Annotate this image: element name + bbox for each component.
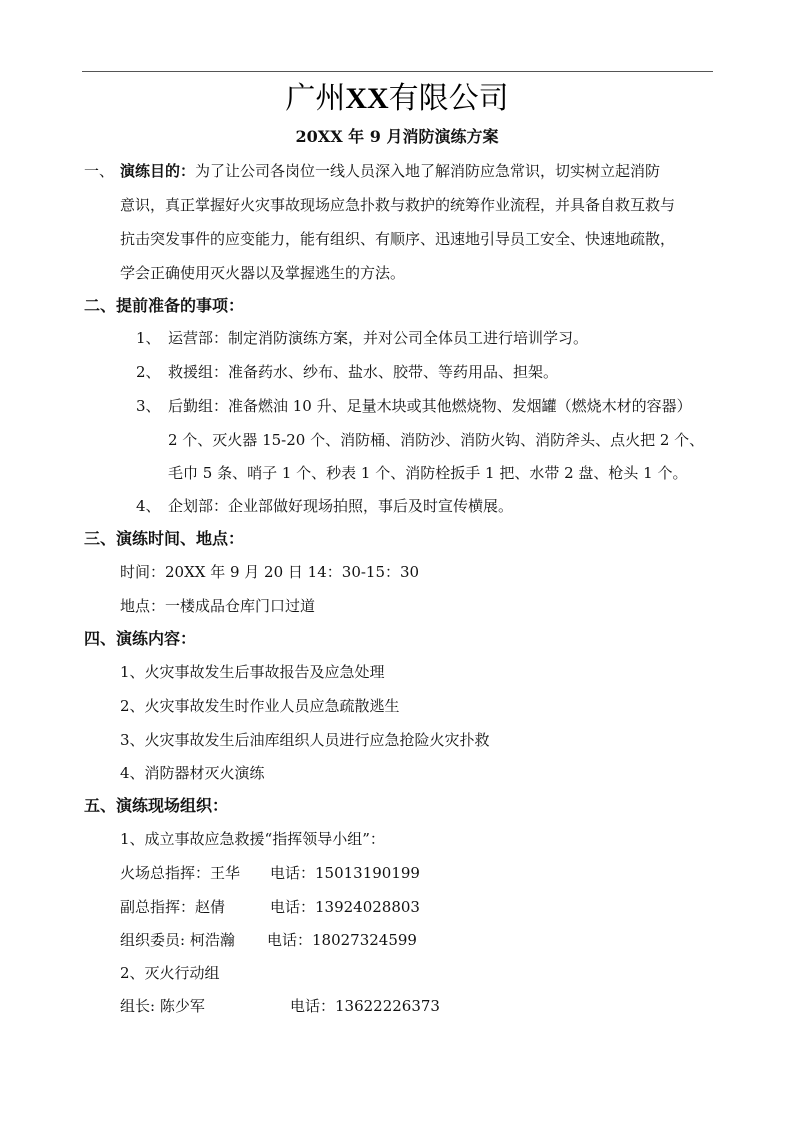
firefighting-group-title: 2、灭火行动组 xyxy=(120,964,220,982)
leader-role: 组长: 陈少军 xyxy=(120,997,205,1015)
prep-item-3-continued-1: 2 个、灭火器 15-20 个、消防桶、消防沙、消防火钩、消防斧头、点火把 2 个、 xyxy=(168,431,705,449)
deputy-role: 副总指挥：赵倩 xyxy=(120,898,226,916)
content-item-3: 3、火灾事故发生后油库组织人员进行应急抢险火灾扑救 xyxy=(120,731,490,749)
company-title xyxy=(0,82,794,116)
section-1-text-3: 抗击突发事件的应变能力，能有组织、有顺序、迅速地引导员工安全、快速地疏散， xyxy=(120,230,676,248)
section-1-text-1: 为了让公司各岗位一线人员深入地了解消防应急常识，切实树立起消防 xyxy=(195,162,661,180)
content-item-1: 1、火灾事故发生后事故报告及应急处理 xyxy=(120,663,385,681)
section-2-heading: 二、提前准备的事项： xyxy=(84,296,245,315)
leader-phone: 电话：13622226373 xyxy=(290,997,440,1015)
section-1-heading: 演练目的： xyxy=(120,162,196,180)
section-1-number: 一、 xyxy=(84,162,115,180)
prep-item-1-number: 1、 xyxy=(136,329,161,347)
organizer-role: 组织委员: 柯浩瀚 xyxy=(120,931,235,949)
content-item-4: 4、消防器材灭火演练 xyxy=(120,764,265,782)
company-name-pre: 广州 xyxy=(285,81,346,116)
section-1-text-2: 意识，真正掌握好火灾事故现场应急扑救与救护的统筹作业流程，并具备自救互救与 xyxy=(120,196,676,214)
prep-item-2-text: 救援组：准备药水、纱布、盐水、胶带、等药用品、担架。 xyxy=(168,363,559,381)
prep-item-2-number: 2、 xyxy=(136,363,161,381)
deputy-phone: 电话：13924028803 xyxy=(270,898,420,916)
section-1-first-line xyxy=(120,162,660,181)
section-5-heading: 五、演练现场组织： xyxy=(84,796,229,815)
company-name-latin: XX xyxy=(345,82,389,115)
header-rule xyxy=(82,71,713,72)
content-item-2: 2、火灾事故发生时作业人员应急疏散逃生 xyxy=(120,697,400,715)
commander-role: 火场总指挥：王华 xyxy=(120,864,241,882)
section-3-heading: 三、演练时间、地点： xyxy=(84,529,245,548)
prep-item-1-text: 运营部：制定消防演练方案，并对公司全体员工进行培训学习。 xyxy=(168,329,589,347)
company-name-post: 有限公司 xyxy=(388,81,509,116)
prep-item-4-text: 企划部：企业部做好现场拍照，事后及时宣传横展。 xyxy=(168,497,514,515)
organizer-phone: 电话：18027324599 xyxy=(267,931,417,949)
command-group-title: 1、成立事故应急救援“指挥领导小组”： xyxy=(120,830,385,848)
prep-item-3-continued-2: 毛巾 5 条、哨子 1 个、秒表 1 个、消防栓扳手 1 把、水带 2 盘、枪头 1 个。 xyxy=(168,464,688,482)
section-4-heading: 四、演练内容： xyxy=(84,629,197,648)
prep-item-3-number: 3、 xyxy=(136,397,161,415)
drill-place: 地点：一楼成品仓库门口过道 xyxy=(120,597,316,615)
document-subtitle: 20XX 年 9 月消防演练方案 xyxy=(295,127,499,146)
drill-time: 时间：20XX 年 9 月 20 日 14：30-15：30 xyxy=(120,563,420,581)
prep-item-4-number: 4、 xyxy=(136,497,161,515)
commander-phone: 电话：15013190199 xyxy=(270,864,420,882)
section-1-text-4: 学会正确使用灭火器以及掌握逃生的方法。 xyxy=(120,264,406,282)
prep-item-3-text: 后勤组：准备燃油 10 升、足量木块或其他燃烧物、发烟罐（燃烧木材的容器） xyxy=(168,397,692,415)
